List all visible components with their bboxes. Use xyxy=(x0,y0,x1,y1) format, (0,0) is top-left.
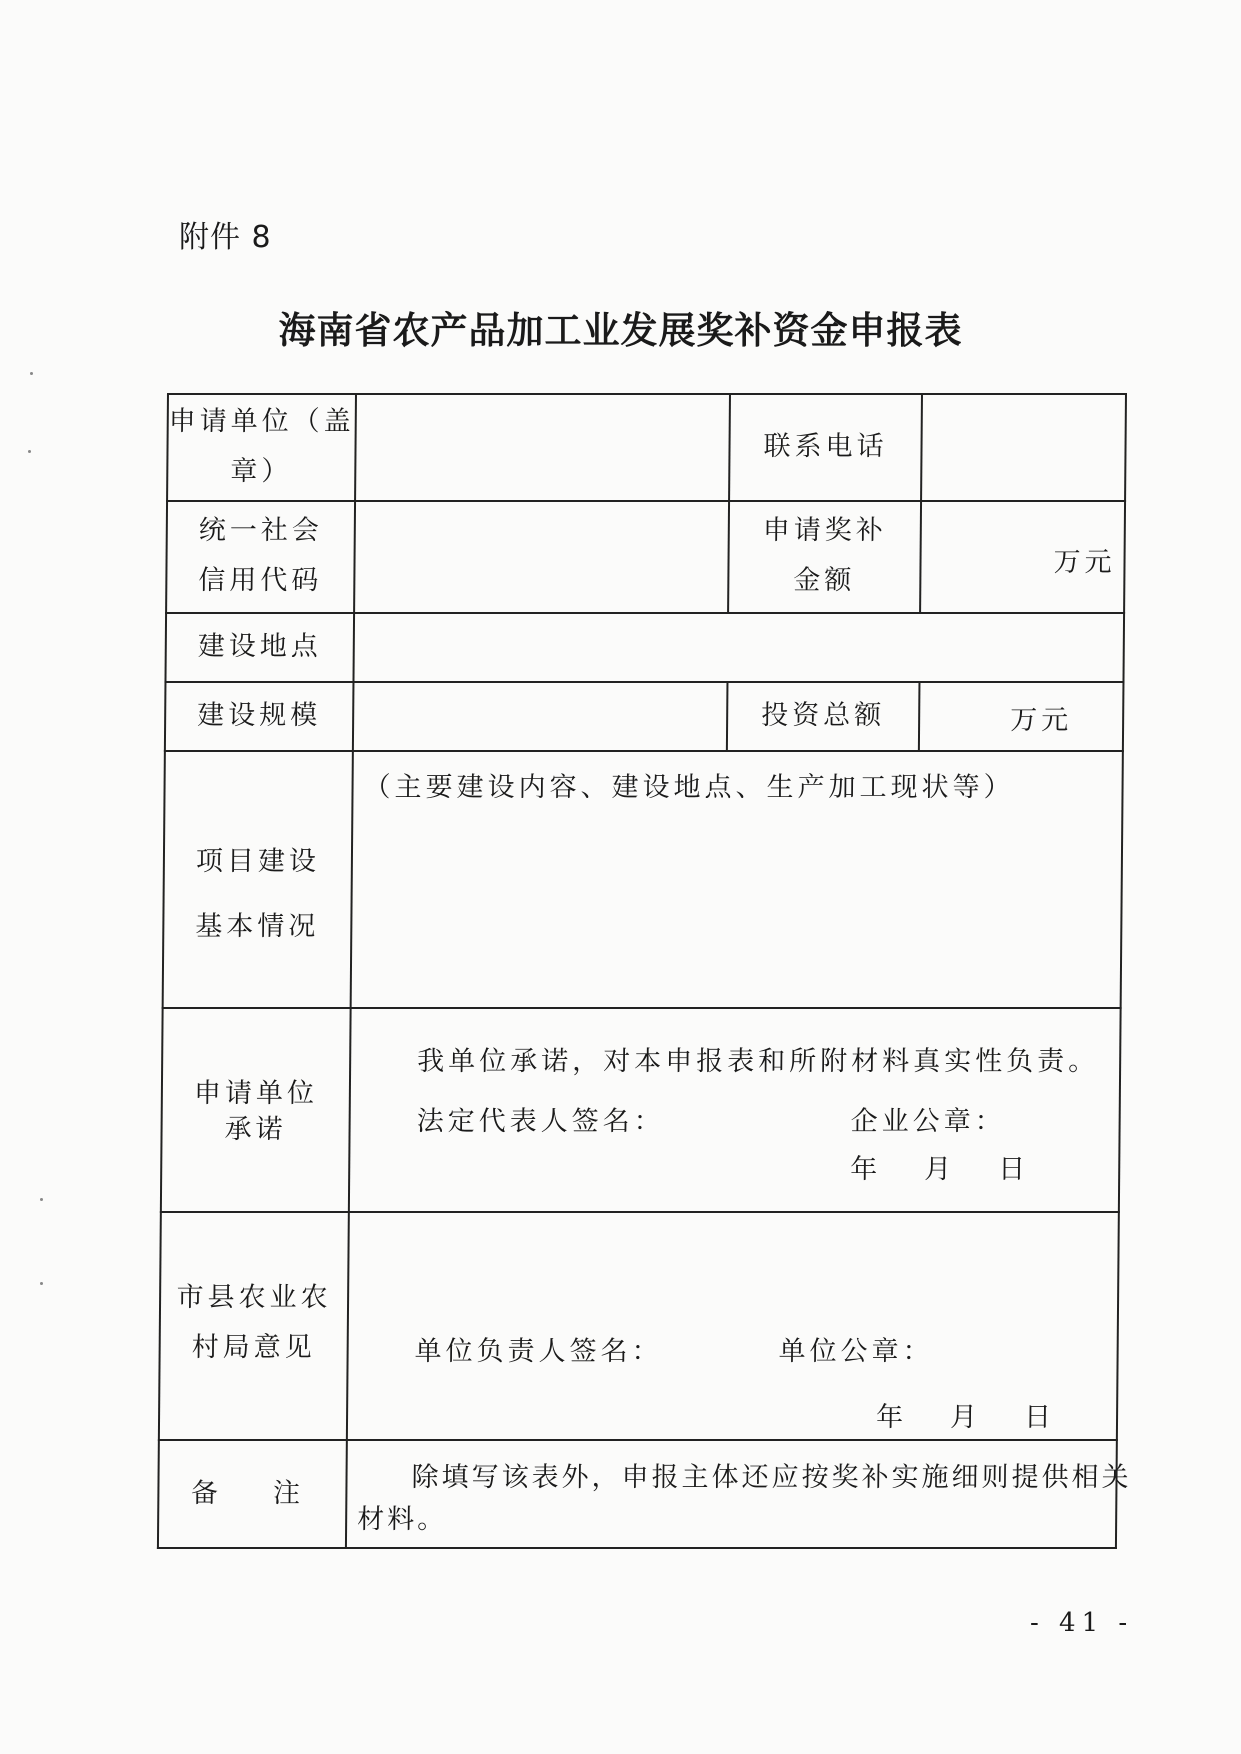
table-border-right xyxy=(1115,393,1127,1549)
commitment-date: 年 月 日 xyxy=(850,1154,1036,1185)
subsidy-amount-unit: 万元 xyxy=(1053,547,1116,578)
location-label: 建设地点 xyxy=(197,631,322,662)
phone-label: 联系电话 xyxy=(763,431,888,462)
county-opinion-label: 市县农业农 村局意见 xyxy=(176,1282,332,1363)
project-info-label: 项目建设 基本情况 xyxy=(195,846,321,942)
remarks-text-line2: 材料。 xyxy=(357,1504,448,1535)
table-border-bottom xyxy=(157,1547,1117,1549)
investment-label: 投资总额 xyxy=(761,700,886,731)
remarks-text-line1: 除填写该表外，申报主体还应按奖补实施细则提供相关 xyxy=(411,1462,1132,1493)
commitment-label: 申请单位 承诺 xyxy=(193,1078,319,1145)
county-opinion-date: 年 月 日 xyxy=(875,1402,1062,1433)
scan-speck xyxy=(40,1198,43,1201)
application-form-table xyxy=(157,393,1132,1549)
location-field[interactable] xyxy=(354,614,1121,680)
remarks-label: 备 注 xyxy=(190,1478,315,1509)
investment-unit: 万元 xyxy=(1010,705,1073,736)
applicant-field[interactable] xyxy=(356,395,727,499)
credit-code-label: 统一社会 信用代码 xyxy=(198,515,323,596)
project-info-hint: （主要建设内容、建设地点、生产加工现状等） xyxy=(363,772,1015,803)
row-divider xyxy=(160,1211,1120,1213)
company-seal-label: 企业公章： xyxy=(850,1106,1006,1137)
credit-code-field[interactable] xyxy=(355,502,726,610)
applicant-label: 申请单位（盖 章） xyxy=(168,406,355,487)
row-divider xyxy=(158,1439,1118,1441)
scan-speck xyxy=(40,1282,43,1285)
subsidy-amount-label: 申请奖补 金额 xyxy=(762,515,887,596)
attachment-label: 附件 8 xyxy=(179,220,272,255)
form-title: 海南省农产品加工业发展奖补资金申报表 xyxy=(278,308,963,352)
row-divider xyxy=(164,750,1124,752)
legal-rep-signature-label: 法定代表人签名： xyxy=(416,1106,665,1137)
unit-head-signature-label: 单位负责人签名： xyxy=(414,1336,663,1367)
row-divider xyxy=(162,1007,1122,1009)
unit-seal-label: 单位公章： xyxy=(778,1336,934,1367)
scan-speck xyxy=(28,450,31,453)
page-number: - 41 - xyxy=(1030,1608,1134,1638)
scale-field[interactable] xyxy=(354,683,725,749)
scale-label: 建设规模 xyxy=(197,700,322,731)
scan-speck xyxy=(30,372,33,375)
commitment-statement: 我单位承诺，对本申报表和所附材料真实性负责。 xyxy=(417,1046,1100,1077)
phone-field[interactable] xyxy=(922,395,1123,499)
